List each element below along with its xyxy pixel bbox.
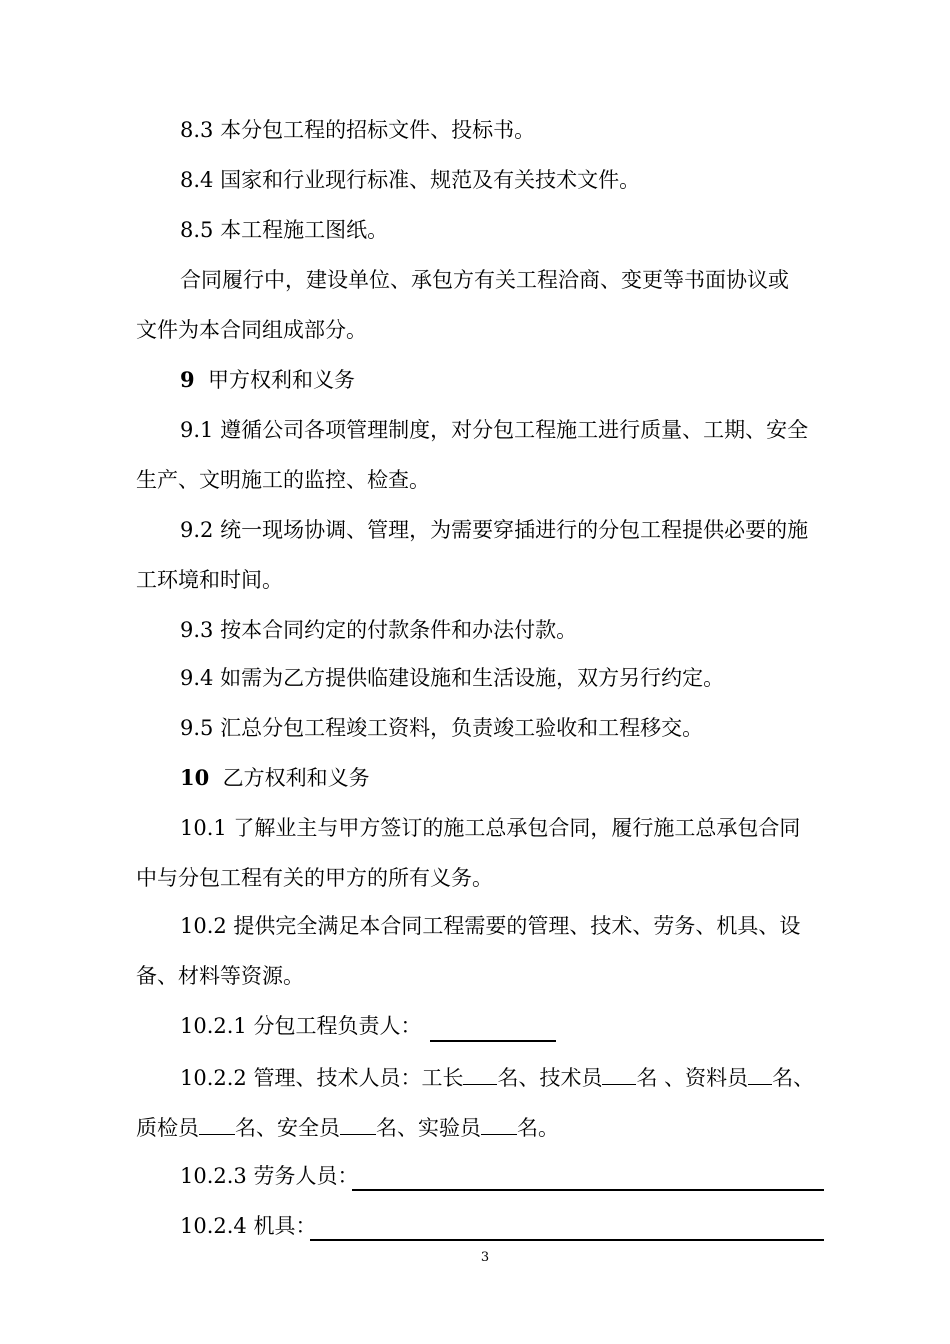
safety-officer-count-blank[interactable] (340, 1112, 376, 1135)
inspector-label: 质检员 (136, 1116, 199, 1140)
clause-10-2-2-lead: 10.2.2 管理、技术人员：工长 (180, 1066, 464, 1090)
clause-10-2-line-1: 10.2 提供完全满足本合同工程需要的管理、技术、劳务、机具、设 (180, 914, 801, 938)
clause-10-2-1-label: 10.2.1 分包工程负责人： (180, 1014, 422, 1038)
lab-technician-suffix: 名。 (517, 1116, 559, 1140)
clause-10-1-line-1: 10.1 了解业主与甲方签订的施工总承包合同，履行施工总承包合同 (180, 816, 801, 840)
clause-10-2-line-2: 备、材料等资源。 (136, 964, 304, 988)
contract-note-line-1: 合同履行中，建设单位、承包方有关工程洽商、变更等书面协议或 (180, 268, 789, 292)
clause-9-5: 9.5 汇总分包工程竣工资料，负责竣工验收和工程移交。 (180, 716, 704, 740)
clause-9-3: 9.3 按本合同约定的付款条件和办法付款。 (180, 618, 578, 642)
clause-8-3: 8.3 本分包工程的招标文件、投标书。 (180, 118, 536, 142)
section-9-number: 9 (180, 367, 195, 392)
section-9-heading (180, 366, 355, 394)
inspector-count-blank[interactable] (199, 1112, 235, 1135)
clause-8-5: 8.5 本工程施工图纸。 (180, 218, 389, 242)
safety-officer-label: 名、安全员 (235, 1116, 340, 1140)
technician-count-blank[interactable] (602, 1062, 636, 1085)
section-10-title: 乙方权利和义务 (222, 766, 370, 790)
project-manager-blank[interactable] (430, 1040, 556, 1042)
archivist-label: 名 、资料员 (636, 1066, 749, 1090)
clause-10-2-4 (180, 1212, 316, 1240)
clause-10-2-1 (180, 1012, 421, 1040)
section-9-title: 甲方权利和义务 (207, 368, 355, 392)
archivist-count-blank[interactable] (748, 1062, 772, 1085)
clause-9-1-line-2: 生产、文明施工的监控、检查。 (136, 468, 430, 492)
clause-10-2-4-label: 10.2.4 机具： (180, 1214, 317, 1238)
foreman-count-blank[interactable] (463, 1062, 497, 1085)
clause-9-2-line-1: 9.2 统一现场协调、管理，为需要穿插进行的分包工程提供必要的施 (180, 518, 809, 542)
clause-10-2-3 (180, 1162, 358, 1190)
clause-10-2-2-line-1 (180, 1062, 814, 1092)
labor-personnel-blank[interactable] (352, 1189, 824, 1191)
technician-label: 名、技术员 (497, 1066, 603, 1090)
section-10-number: 10 (180, 765, 210, 790)
page-number: 3 (480, 1250, 490, 1265)
archivist-suffix: 名、 (772, 1066, 815, 1090)
equipment-blank[interactable] (310, 1239, 824, 1241)
clause-9-1-line-1: 9.1 遵循公司各项管理制度，对分包工程施工进行质量、工期、安全 (180, 418, 809, 442)
lab-technician-count-blank[interactable] (481, 1112, 517, 1135)
lab-technician-label: 名、实验员 (376, 1116, 481, 1140)
clause-8-4: 8.4 国家和行业现行标准、规范及有关技术文件。 (180, 168, 641, 192)
clause-10-1-line-2: 中与分包工程有关的甲方的所有义务。 (136, 866, 493, 890)
clause-10-2-2-line-2 (136, 1112, 559, 1142)
clause-10-2-3-label: 10.2.3 劳务人员： (180, 1164, 359, 1188)
clause-9-4: 9.4 如需为乙方提供临建设施和生活设施，双方另行约定。 (180, 666, 725, 690)
contract-note-line-2: 文件为本合同组成部分。 (136, 318, 367, 342)
section-10-heading (180, 764, 370, 792)
clause-9-2-line-2: 工环境和时间。 (136, 568, 283, 592)
